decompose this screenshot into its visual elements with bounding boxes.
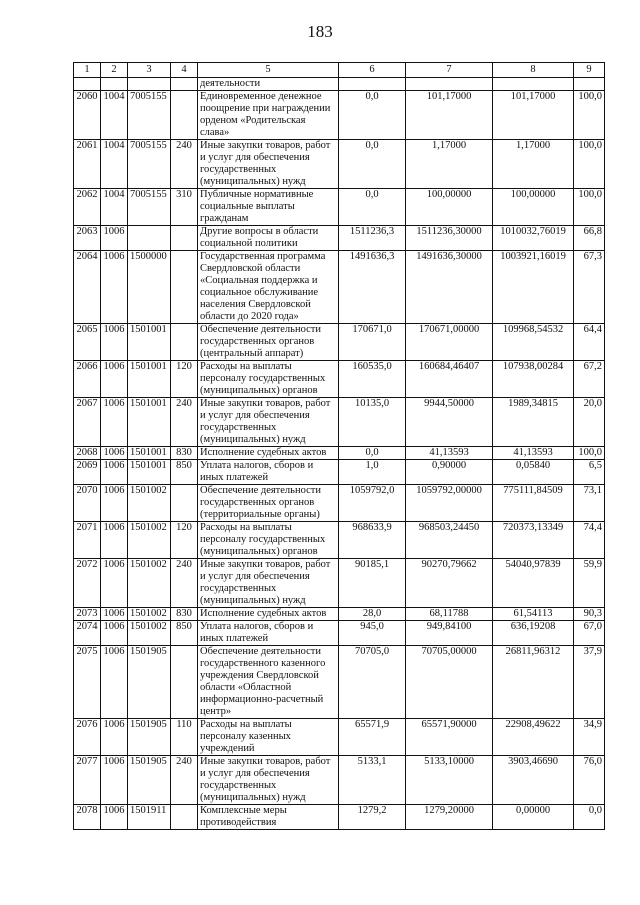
refined-amount: 968503,24450 [406,522,493,559]
item-name: Обеспечение деятельности государственного казенного учреждения Свердловской области «Областной информационно-расчетный центр» [198,646,339,719]
section-code: 1006 [101,608,128,621]
planned-amount: 0,0 [339,447,406,460]
expense-type-code: 240 [171,398,198,447]
planned-amount: 945,0 [339,621,406,646]
planned-amount: 10135,0 [339,398,406,447]
refined-amount: 1059792,00000 [406,485,493,522]
refined-amount: 1279,20000 [406,805,493,830]
item-name: деятельности [198,78,339,91]
refined-amount: 949,84100 [406,621,493,646]
item-name: Иные закупки товаров, работ и услуг для обеспечения государственных (муниципальных) нужд [198,140,339,189]
expense-type-code [171,91,198,140]
section-code: 1004 [101,140,128,189]
target-code: 1501905 [128,756,171,805]
target-code: 1501002 [128,485,171,522]
item-name: Обеспечение деятельности государственных органов (территориальные органы) [198,485,339,522]
execution-percent: 6,5 [574,460,605,485]
table-row [74,608,605,621]
refined-amount: 5133,10000 [406,756,493,805]
section-code: 1004 [101,91,128,140]
refined-amount: 41,13593 [406,447,493,460]
executed-amount: 1,17000 [493,140,574,189]
executed-amount: 109968,54532 [493,324,574,361]
row-number: 2071 [74,522,101,559]
executed-amount: 41,13593 [493,447,574,460]
execution-percent: 66,8 [574,226,605,251]
executed-amount: 61,54113 [493,608,574,621]
refined-amount: 9944,50000 [406,398,493,447]
row-number: 2073 [74,608,101,621]
table-row [74,646,605,719]
executed-amount: 1003921,16019 [493,251,574,324]
refined-amount [406,78,493,91]
planned-amount: 0,0 [339,189,406,226]
executed-amount: 1989,34815 [493,398,574,447]
executed-amount: 3903,46690 [493,756,574,805]
item-name: Комплексные меры противодействия [198,805,339,830]
planned-amount: 1491636,3 [339,251,406,324]
planned-amount: 1,0 [339,460,406,485]
refined-amount: 1491636,30000 [406,251,493,324]
section-code: 1006 [101,251,128,324]
execution-percent: 67,0 [574,621,605,646]
row-number: 2065 [74,324,101,361]
item-name: Иные закупки товаров, работ и услуг для обеспечения государственных (муниципальных) нужд [198,756,339,805]
execution-percent: 90,3 [574,608,605,621]
section-code: 1006 [101,646,128,719]
executed-amount: 720373,13349 [493,522,574,559]
planned-amount: 70705,0 [339,646,406,719]
item-name: Исполнение судебных актов [198,447,339,460]
refined-amount: 65571,90000 [406,719,493,756]
table-row [74,91,605,140]
planned-amount: 90185,1 [339,559,406,608]
execution-percent: 74,4 [574,522,605,559]
target-code: 1501905 [128,646,171,719]
section-code: 1006 [101,398,128,447]
item-name: Другие вопросы в области социальной политики [198,226,339,251]
item-name: Обеспечение деятельности государственных органов (центральный аппарат) [198,324,339,361]
col-header: 4 [171,63,198,78]
execution-percent: 37,9 [574,646,605,719]
item-name: Исполнение судебных актов [198,608,339,621]
expense-type-code [171,251,198,324]
table-row [74,361,605,398]
execution-percent: 100,0 [574,189,605,226]
section-code: 1006 [101,756,128,805]
target-code: 1501002 [128,608,171,621]
item-name: Единовременное денежное поощрение при награждении орденом «Родительская слава» [198,91,339,140]
table-row [74,398,605,447]
row-number: 2072 [74,559,101,608]
section-code: 1006 [101,485,128,522]
expense-type-code: 830 [171,447,198,460]
target-code: 1501001 [128,447,171,460]
target-code: 1501905 [128,719,171,756]
execution-percent: 59,9 [574,559,605,608]
executed-amount: 1010032,76019 [493,226,574,251]
executed-amount: 107938,00284 [493,361,574,398]
refined-amount: 170671,00000 [406,324,493,361]
expense-type-code [171,324,198,361]
target-code: 1501002 [128,621,171,646]
item-name: Иные закупки товаров, работ и услуг для обеспечения государственных (муниципальных) нужд [198,398,339,447]
expense-type-code [171,485,198,522]
item-name: Иные закупки товаров, работ и услуг для обеспечения государственных (муниципальных) нужд [198,559,339,608]
executed-amount: 636,19208 [493,621,574,646]
target-code: 1501001 [128,361,171,398]
table-row [74,140,605,189]
target-code: 1501002 [128,522,171,559]
col-header: 2 [101,63,128,78]
execution-percent: 34,9 [574,719,605,756]
row-number: 2070 [74,485,101,522]
expense-type-code: 110 [171,719,198,756]
planned-amount: 170671,0 [339,324,406,361]
target-code: 7005155 [128,140,171,189]
refined-amount: 160684,46407 [406,361,493,398]
expense-type-code: 240 [171,559,198,608]
table-row [74,756,605,805]
table-row [74,189,605,226]
planned-amount: 1511236,3 [339,226,406,251]
row-number: 2078 [74,805,101,830]
row-number: 2068 [74,447,101,460]
planned-amount: 0,0 [339,140,406,189]
row-number: 2076 [74,719,101,756]
item-name: Государственная программа Свердловской области «Социальная поддержка и социальное обслуживание населения Свердловской области до 2020 года» [198,251,339,324]
execution-percent: 20,0 [574,398,605,447]
target-code: 1500000 [128,251,171,324]
executed-amount: 54040,97839 [493,559,574,608]
target-code: 1501001 [128,324,171,361]
execution-percent: 73,1 [574,485,605,522]
execution-percent: 67,3 [574,251,605,324]
page-number: 183 [307,22,333,41]
row-number: 2066 [74,361,101,398]
refined-amount: 90270,79662 [406,559,493,608]
refined-amount: 101,17000 [406,91,493,140]
executed-amount: 100,00000 [493,189,574,226]
planned-amount: 5133,1 [339,756,406,805]
table-row [74,226,605,251]
item-name: Расходы на выплаты персоналу государственных (муниципальных) органов [198,361,339,398]
row-number: 2075 [74,646,101,719]
executed-amount [493,78,574,91]
row-number: 2069 [74,460,101,485]
expense-type-code: 310 [171,189,198,226]
execution-percent: 100,0 [574,91,605,140]
table-row [74,324,605,361]
col-header: 3 [128,63,171,78]
row-number: 2074 [74,621,101,646]
expense-type-code: 850 [171,621,198,646]
target-code: 1501911 [128,805,171,830]
header-row [74,63,605,78]
executed-amount: 26811,96312 [493,646,574,719]
execution-percent [574,78,605,91]
section-code: 1006 [101,805,128,830]
refined-amount: 1511236,30000 [406,226,493,251]
execution-percent: 76,0 [574,756,605,805]
planned-amount: 28,0 [339,608,406,621]
col-header: 6 [339,63,406,78]
row-number [74,78,101,91]
refined-amount: 1,17000 [406,140,493,189]
row-number: 2060 [74,91,101,140]
target-code: 1501001 [128,460,171,485]
col-header: 7 [406,63,493,78]
section-code: 1006 [101,361,128,398]
target-code: 1501002 [128,559,171,608]
target-code: 7005155 [128,189,171,226]
row-number: 2062 [74,189,101,226]
execution-percent: 67,2 [574,361,605,398]
table-row [74,719,605,756]
item-name: Уплата налогов, сборов и иных платежей [198,460,339,485]
executed-amount: 0,00000 [493,805,574,830]
item-name: Публичные нормативные социальные выплаты гражданам [198,189,339,226]
row-number: 2063 [74,226,101,251]
executed-amount: 101,17000 [493,91,574,140]
section-code: 1004 [101,189,128,226]
target-code: 1501001 [128,398,171,447]
execution-percent: 100,0 [574,447,605,460]
section-code: 1006 [101,522,128,559]
expense-type-code: 240 [171,140,198,189]
section-code: 1006 [101,447,128,460]
section-code: 1006 [101,226,128,251]
expense-type-code: 120 [171,522,198,559]
refined-amount: 0,90000 [406,460,493,485]
item-name: Уплата налогов, сборов и иных платежей [198,621,339,646]
planned-amount: 968633,9 [339,522,406,559]
planned-amount [339,78,406,91]
target-code [128,78,171,91]
table-row [74,460,605,485]
expense-type-code [171,78,198,91]
expense-type-code: 850 [171,460,198,485]
row-number: 2067 [74,398,101,447]
expense-type-code: 830 [171,608,198,621]
row-number: 2064 [74,251,101,324]
table-row [74,559,605,608]
section-code: 1006 [101,324,128,361]
table-row [74,78,605,91]
refined-amount: 70705,00000 [406,646,493,719]
executed-amount: 0,05840 [493,460,574,485]
expense-type-code [171,805,198,830]
table-row [74,447,605,460]
refined-amount: 68,11788 [406,608,493,621]
row-number: 2077 [74,756,101,805]
executed-amount: 775111,84509 [493,485,574,522]
col-header: 9 [574,63,605,78]
target-code [128,226,171,251]
table-row [74,805,605,830]
col-header: 8 [493,63,574,78]
planned-amount: 65571,9 [339,719,406,756]
refined-amount: 100,00000 [406,189,493,226]
target-code: 7005155 [128,91,171,140]
section-code: 1006 [101,460,128,485]
expense-type-code: 240 [171,756,198,805]
section-code: 1006 [101,621,128,646]
executed-amount: 22908,49622 [493,719,574,756]
expense-type-code: 120 [171,361,198,398]
item-name: Расходы на выплаты персоналу государственных (муниципальных) органов [198,522,339,559]
table-row [74,621,605,646]
section-code: 1006 [101,719,128,756]
col-header: 5 [198,63,339,78]
execution-percent: 64,4 [574,324,605,361]
col-header: 1 [74,63,101,78]
planned-amount: 0,0 [339,91,406,140]
row-number: 2061 [74,140,101,189]
item-name: Расходы на выплаты персоналу казенных учреждений [198,719,339,756]
expense-type-code [171,646,198,719]
section-code: 1006 [101,559,128,608]
table-row [74,522,605,559]
planned-amount: 160535,0 [339,361,406,398]
execution-percent: 0,0 [574,805,605,830]
execution-percent: 100,0 [574,140,605,189]
expense-type-code [171,226,198,251]
budget-table [73,62,605,830]
planned-amount: 1059792,0 [339,485,406,522]
planned-amount: 1279,2 [339,805,406,830]
table-row [74,485,605,522]
section-code [101,78,128,91]
table-row [74,251,605,324]
